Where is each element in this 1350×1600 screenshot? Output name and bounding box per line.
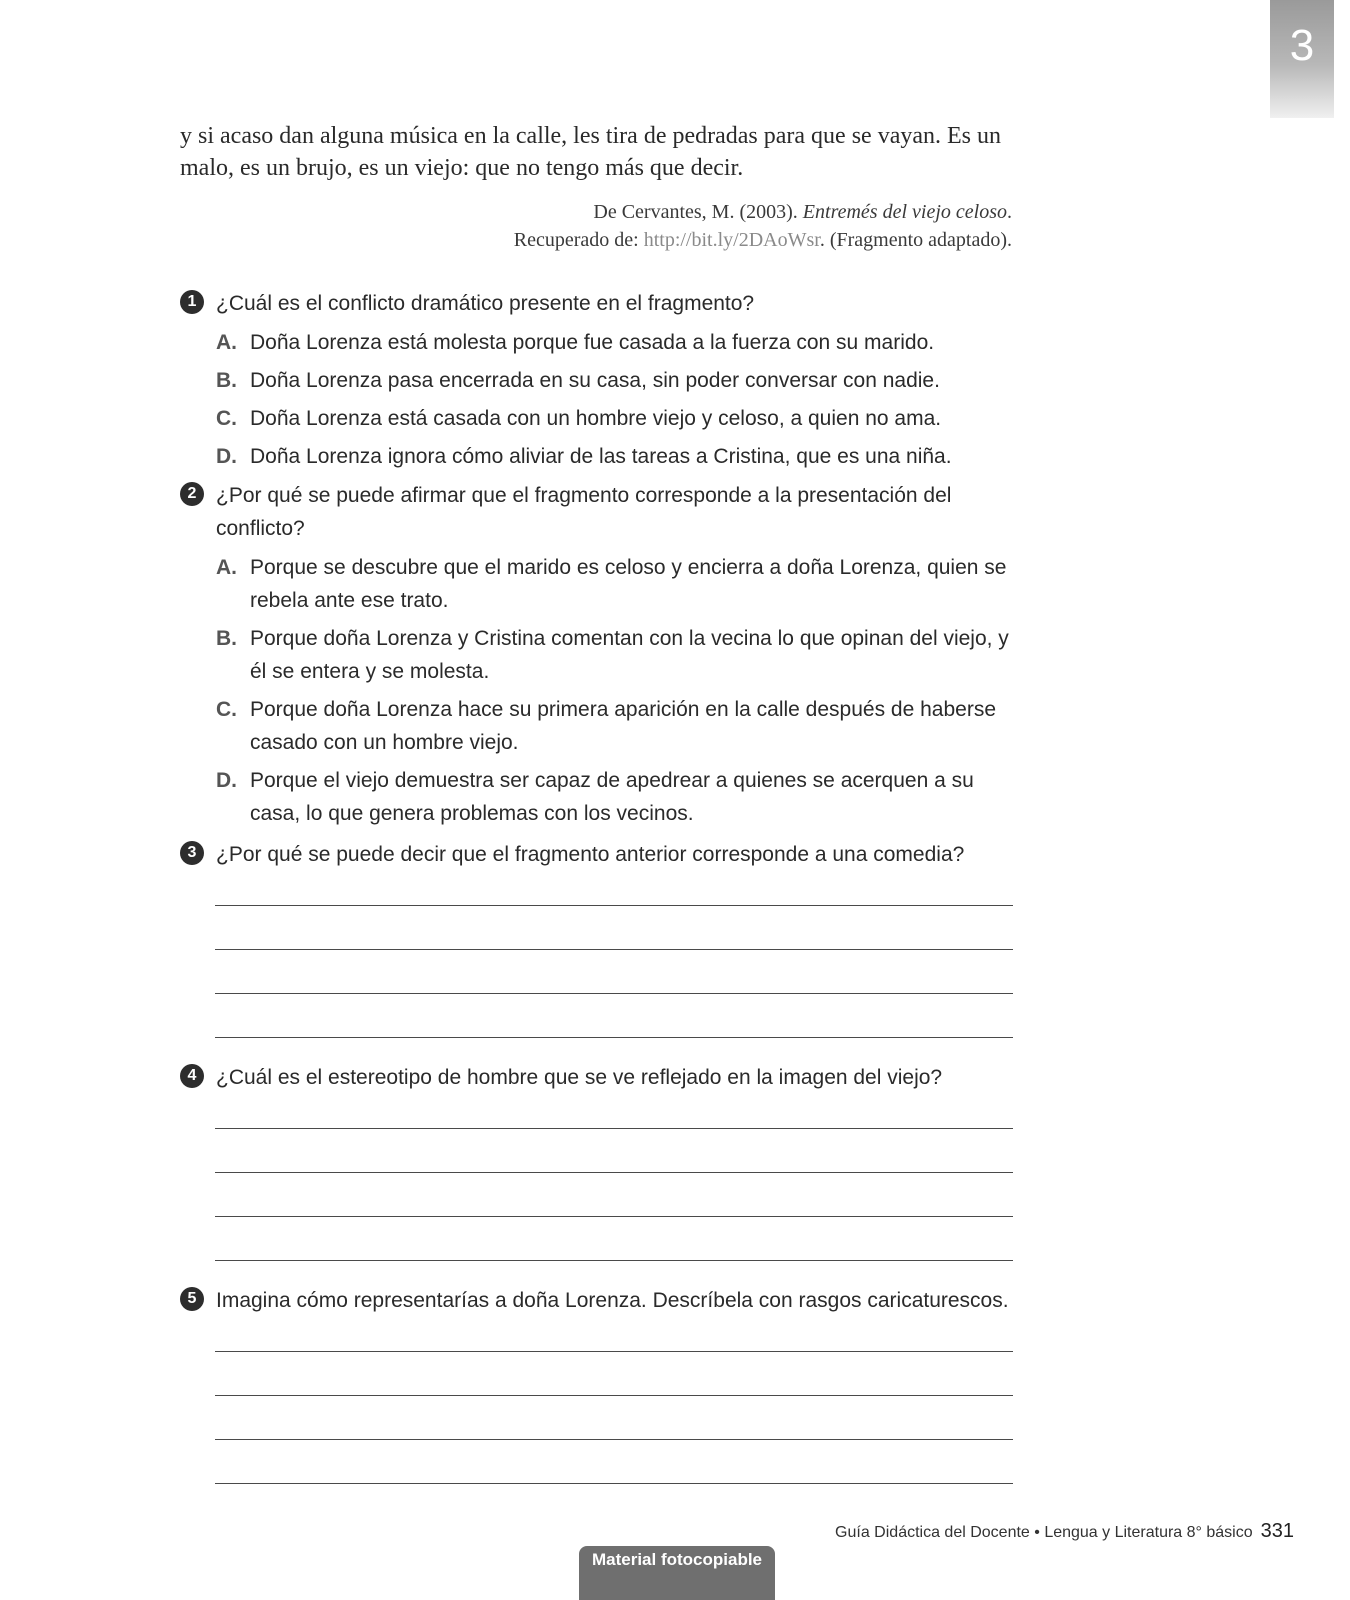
- question-text: ¿Por qué se puede decir que el fragmento anterior corresponde a una comedia?: [216, 843, 965, 866]
- answer-line[interactable]: [215, 993, 1013, 994]
- answer-line[interactable]: [215, 1351, 1013, 1352]
- answer-lines-5[interactable]: [215, 1351, 1013, 1527]
- citation-line-2: [300, 226, 1012, 254]
- option-d[interactable]: [216, 764, 1020, 830]
- page-footer: [835, 1520, 1294, 1543]
- citation-title-end: .: [1007, 201, 1012, 223]
- question-text: ¿Cuál es el estereotipo de hombre que se ve reflejado en la imagen del viejo?: [216, 1066, 943, 1089]
- option-text: Porque doña Lorenza y Cristina comentan con la vecina lo que opinan del viejo, y él se entera y se molesta.: [250, 627, 1009, 683]
- page-number: 331: [1260, 1520, 1294, 1542]
- option-letter: A.: [216, 556, 237, 579]
- question-2: [180, 479, 1020, 835]
- citation-retrieved-suffix: . (Fragmento adaptado).: [819, 229, 1012, 251]
- option-letter: D.: [216, 769, 237, 792]
- option-text: Doña Lorenza pasa encerrada en su casa, sin poder conversar con nadie.: [250, 369, 940, 392]
- option-c[interactable]: [216, 402, 1020, 435]
- option-d[interactable]: [216, 440, 1020, 473]
- option-letter: C.: [216, 407, 237, 430]
- answer-lines-3[interactable]: [215, 905, 1013, 1081]
- option-text: Doña Lorenza está molesta porque fue casada a la fuerza con su marido.: [250, 331, 935, 354]
- option-text: Doña Lorenza ignora cómo aliviar de las tareas a Cristina, que es una niña.: [250, 445, 952, 468]
- option-b[interactable]: [216, 364, 1020, 397]
- question-number-badge: 2: [180, 482, 204, 506]
- option-text: Porque el viejo demuestra ser capaz de apedrear a quienes se acerquen a su casa, lo que genera problemas con los vecinos.: [250, 769, 974, 825]
- option-letter: A.: [216, 331, 237, 354]
- source-citation: [300, 198, 1012, 254]
- answer-line[interactable]: [215, 1128, 1013, 1129]
- answer-line[interactable]: [215, 1395, 1013, 1396]
- answer-line[interactable]: [215, 1172, 1013, 1173]
- options-list: [216, 551, 1020, 830]
- answer-line[interactable]: [215, 1037, 1013, 1038]
- question-3: [180, 838, 1020, 871]
- question-number-badge: 5: [180, 1287, 204, 1311]
- question-1: [180, 287, 1020, 478]
- question-5: [180, 1284, 1020, 1317]
- chapter-number-tab: 3: [1270, 0, 1334, 118]
- option-text: Porque se descubre que el marido es celoso y encierra a doña Lorenza, quien se rebela ante ese trato.: [250, 556, 1007, 612]
- intro-paragraph: y si acaso dan alguna música en la calle, les tira de pedradas para que se vayan. Es un malo, es un brujo, es un viejo: que no tengo más que decir.: [180, 123, 1002, 181]
- answer-lines-4[interactable]: [215, 1128, 1013, 1304]
- option-letter: C.: [216, 698, 237, 721]
- options-list: [216, 326, 1020, 473]
- option-c[interactable]: [216, 693, 1020, 759]
- option-letter: D.: [216, 445, 237, 468]
- answer-line[interactable]: [215, 1260, 1013, 1261]
- answer-line[interactable]: [215, 1439, 1013, 1440]
- question-number-badge: 4: [180, 1064, 204, 1088]
- question-text: ¿Por qué se puede afirmar que el fragmento corresponde a la presentación del conflicto?: [216, 484, 952, 540]
- answer-line[interactable]: [215, 949, 1013, 950]
- guide-title: Guía Didáctica del Docente • Lengua y Literatura 8° básico: [835, 1524, 1253, 1541]
- option-a[interactable]: [216, 551, 1020, 617]
- citation-author: De Cervantes, M. (2003).: [593, 201, 803, 223]
- option-text: Doña Lorenza está casada con un hombre viejo y celoso, a quien no ama.: [250, 407, 942, 430]
- question-number-badge: 3: [180, 841, 204, 865]
- option-a[interactable]: [216, 326, 1020, 359]
- question-number-badge: 1: [180, 290, 204, 314]
- option-b[interactable]: [216, 622, 1020, 688]
- citation-title: Entremés del viejo celoso: [802, 201, 1007, 223]
- answer-line[interactable]: [215, 905, 1013, 906]
- question-text: Imagina cómo representarías a doña Lorenza. Descríbela con rasgos caricaturescos.: [216, 1289, 1009, 1312]
- citation-line-1: [300, 198, 1012, 226]
- answer-line[interactable]: [215, 1216, 1013, 1217]
- option-letter: B.: [216, 369, 237, 392]
- option-text: Porque doña Lorenza hace su primera aparición en la calle después de haberse casado con un hombre viejo.: [250, 698, 996, 754]
- question-text: ¿Cuál es el conflicto dramático presente en el fragmento?: [216, 292, 755, 315]
- photocopy-label: Material fotocopiable: [579, 1546, 775, 1600]
- citation-url[interactable]: http://bit.ly/2DAoWsr: [643, 229, 820, 251]
- option-letter: B.: [216, 627, 237, 650]
- citation-retrieved-prefix: Recuperado de:: [513, 229, 644, 251]
- question-4: [180, 1061, 1020, 1094]
- answer-line[interactable]: [215, 1483, 1013, 1484]
